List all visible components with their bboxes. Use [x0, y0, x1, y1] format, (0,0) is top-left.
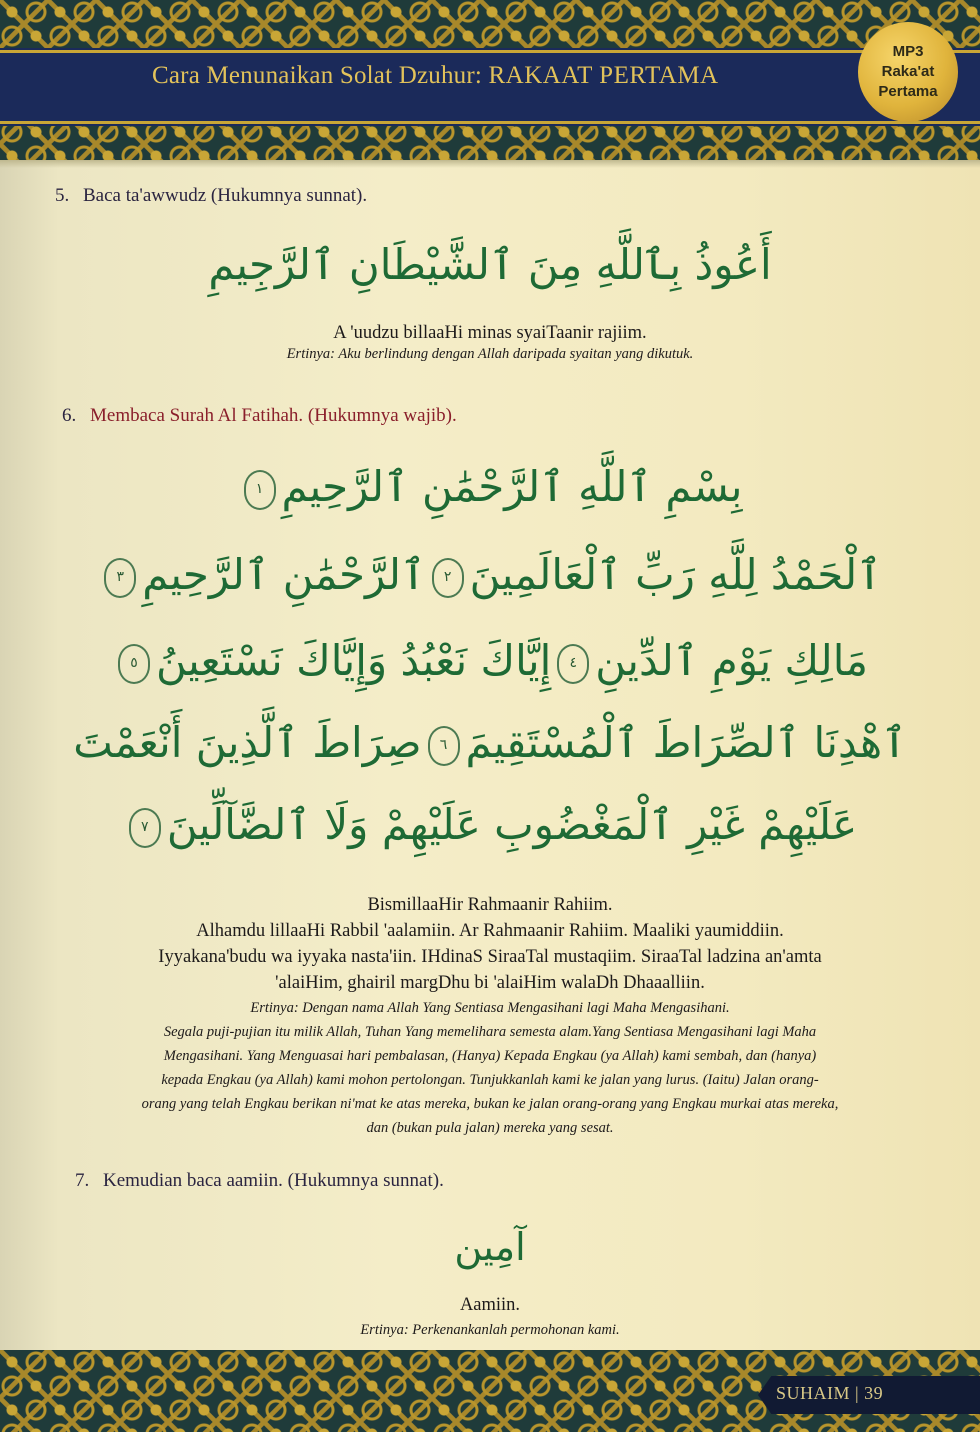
- taawwudz-arabic: أَعُوذُ بِٱللَّهِ مِنَ ٱلشَّيْطَانِ ٱلرَّجِيمِ: [208, 240, 772, 289]
- badge-line-2: Raka'at: [881, 63, 935, 80]
- verse-text: ٱهْدِنَا ٱلصِّرَاطَ ٱلْمُسْتَقِيمَ: [465, 718, 907, 767]
- verse-marker-icon: ٦: [428, 726, 460, 766]
- step-7-heading: [75, 1170, 444, 1192]
- verse-marker-icon: ٢: [432, 558, 464, 598]
- fatihah-line-4: [0, 718, 980, 767]
- fatihah-line-1: [0, 462, 980, 511]
- step-label: Kemudian baca aamiin. (Hukumnya sunnat).: [103, 1170, 444, 1191]
- verse-text: ٱلرَّحْمَٰنِ ٱلرَّحِيمِ: [142, 550, 426, 599]
- step-number: 5.: [55, 185, 70, 206]
- meaning-line: Mengasihani. Yang Menguasai hari pembalasan, (Hanya) Kepada Engkau (ya Allah) kami sembah, dan (hanya): [163, 1048, 817, 1064]
- meaning-line: orang yang telah Engkau berikan ni'mat ke atas mereka, bukan ke jalan orang-orang yang Engkau murkai atas mereka,: [141, 1096, 839, 1112]
- step-number: 7.: [75, 1170, 90, 1191]
- step-6-heading: [62, 405, 457, 427]
- meaning-line: Segala puji-pujian itu milik Allah, Tuhan Yang memelihara semesta alam.Yang Sentiasa Mengasihani lagi Maha: [163, 1024, 817, 1040]
- footer-brand: SUHAIM: [776, 1383, 851, 1403]
- mp3-badge: [858, 22, 958, 122]
- fatihah-line-5: [0, 800, 980, 849]
- aamiin-transliteration: Aamiin.: [459, 1295, 521, 1315]
- fatihah-line-2: [0, 550, 980, 599]
- page-shadow: [0, 160, 980, 168]
- badge-line-1: MP3: [892, 43, 924, 60]
- taawwudz-meaning: Ertinya: Aku berlindung dengan Allah daripada syaitan yang dikutuk.: [286, 346, 694, 362]
- step-5-heading: [55, 185, 367, 207]
- verse-marker-icon: ٤: [557, 644, 589, 684]
- badge-line-3: Pertama: [878, 83, 938, 100]
- fatihah-transliteration: [0, 892, 980, 996]
- verse-text: مَالِكِ يَوْمِ ٱلدِّينِ: [595, 636, 868, 685]
- meaning-line: kepada Engkau (ya Allah) kami mohon pertolongan. Tunjukkanlah kami ke jalan yang lurus. (Iaitu) Jalan orang-: [161, 1072, 819, 1088]
- verse-marker-icon: ١: [244, 470, 276, 510]
- aamiin-arabic: آمِين: [454, 1225, 526, 1269]
- translit-line: 'alaiHim, ghairil margDhu bi 'alaiHim walaDh Dhaaalliin.: [275, 973, 705, 993]
- title-prefix: Cara Menunaikan Solat Dzuhur:: [152, 62, 489, 89]
- footer-separator: |: [855, 1383, 860, 1403]
- verse-text: عَلَيْهِمْ غَيْرِ ٱلْمَغْضُوبِ عَلَيْهِمْ وَلَا ٱلضَّآلِّينَ: [166, 800, 858, 849]
- fatihah-meaning: [0, 996, 980, 1140]
- verse-marker-icon: ٣: [104, 558, 136, 598]
- verse-marker-icon: ٥: [118, 644, 150, 684]
- meaning-line: dan (bukan pula jalan) mereka yang sesat.: [366, 1120, 614, 1136]
- page-number: 39: [864, 1383, 884, 1403]
- translit-line: BismillaaHir Rahmaanir Rahiim.: [367, 895, 613, 915]
- meaning-line: Ertinya: Dengan nama Allah Yang Sentiasa Mengasihani lagi Maha Mengasihani.: [250, 1000, 730, 1016]
- page-footer: [776, 1383, 883, 1404]
- translit-line: Iyyakana'budu wa iyyaka nasta'iin. IHdinaS SiraaTal mustaqiim. SiraaTal ladzina an'amta: [158, 947, 822, 967]
- verse-text: صِرَاطَ ٱلَّذِينَ أَنْعَمْتَ: [73, 718, 422, 767]
- verse-text: إِيَّاكَ نَعْبُدُ وَإِيَّاكَ نَسْتَعِينُ: [156, 636, 552, 685]
- verse-marker-icon: ٧: [129, 808, 161, 848]
- taawwudz-transliteration: A 'uudzu billaaHi minas syaiTaanir rajiim.: [333, 323, 647, 343]
- verse-text: ٱلْحَمْدُ لِلَّهِ رَبِّ ٱلْعَالَمِينَ: [469, 550, 882, 599]
- page-title: [152, 62, 719, 90]
- translit-line: Alhamdu lillaaHi Rabbil 'aalamiin. Ar Rahmaanir Rahiim. Maaliki yaumiddiin.: [196, 921, 784, 941]
- step-label: Baca ta'awwudz (Hukumnya sunnat).: [83, 185, 368, 206]
- step-number: 6.: [62, 405, 77, 426]
- fatihah-line-3: [0, 636, 980, 685]
- aamiin-meaning: Ertinya: Perkenankanlah permohonan kami.: [360, 1322, 620, 1338]
- step-label: Membaca Surah Al Fatihah. (Hukumnya wajib).: [90, 405, 457, 426]
- title-emphasis: RAKAAT PERTAMA: [488, 62, 719, 89]
- verse-text: بِسْمِ ٱللَّهِ ٱلرَّحْمَٰنِ ٱلرَّحِيمِ: [281, 462, 743, 511]
